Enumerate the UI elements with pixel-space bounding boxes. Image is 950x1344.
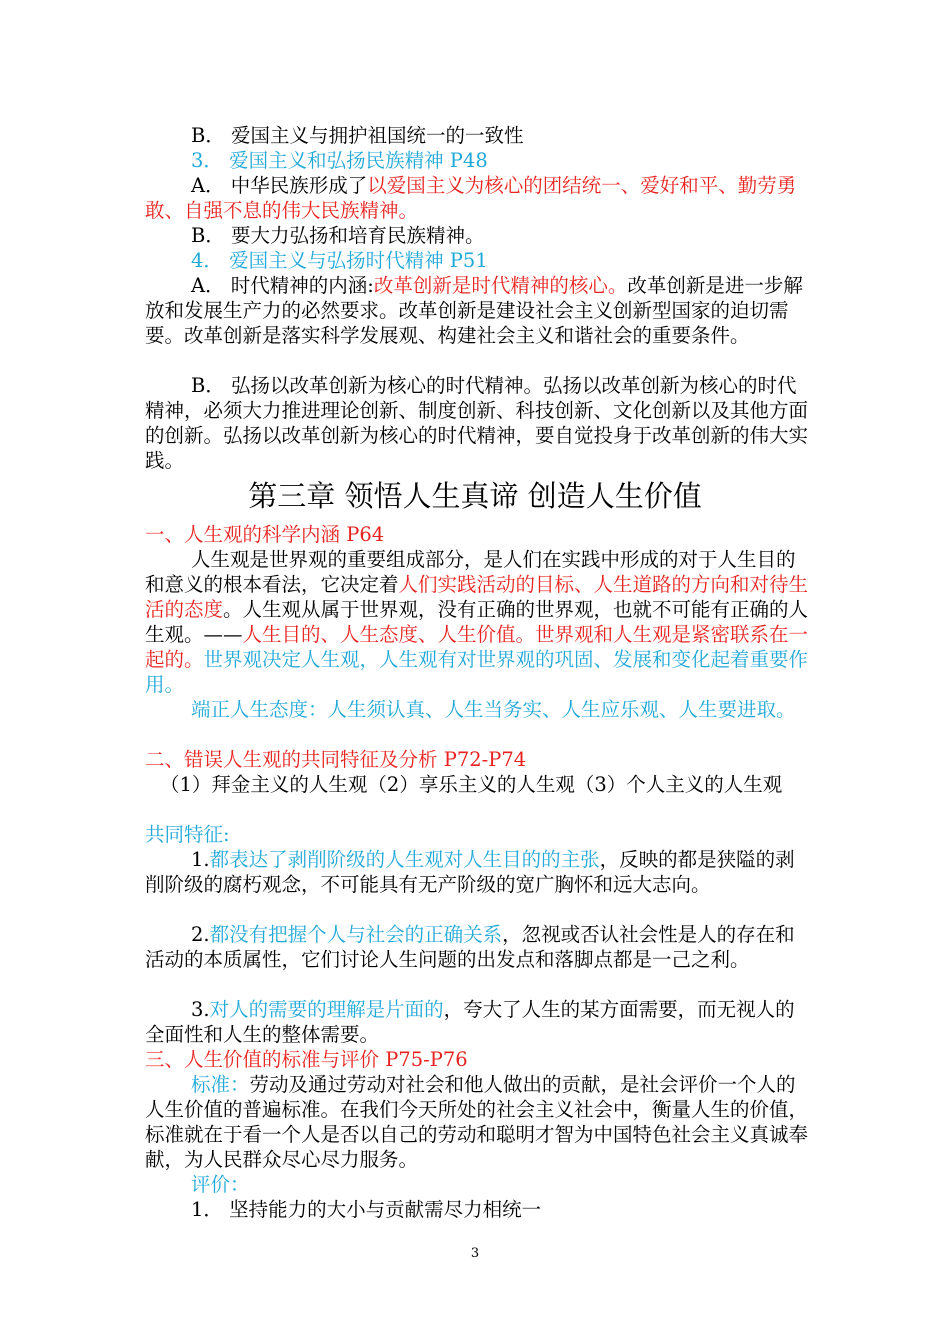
evaluation-label: 评价： [191, 1173, 250, 1196]
text-highlight-red: 以爱国主义为核心的团结统一、爱好和平、勤劳勇敢、自强不息的伟大民族精神。 [145, 174, 797, 222]
text-highlight-red: 人生目的、人生态度、人生价值。世界观和人生观是紧密联系在一起的。 [145, 623, 809, 671]
text-normal: 3. [191, 998, 210, 1021]
section-heading-1: 一、人生观的科学内涵 P64 [145, 523, 385, 546]
item-b-era-spirit: B． 弘扬以改革创新为核心的时代精神。弘扬以改革创新为核心的时代精神，必须大力推进理论创新、制度创新、科技创新、文化创新以及其他方面的创新。弘扬以改革创新为核心的时代精神，要自觉投身于改革创新的伟大实践。 [145, 374, 809, 472]
page-number: 3 [470, 1246, 480, 1261]
text-normal: 1. [191, 848, 210, 871]
item-b-unity: B． 爱国主义与拥护祖国统一的一致性 [191, 124, 524, 147]
chapter-title: 第三章 领悟人生真谛 创造人生价值 [248, 479, 702, 513]
common-features-label: 共同特征: [145, 823, 230, 846]
text-normal: 。人生观从属于世界观，没有正确的世界观，也就不可能有正确的人生观。—— [145, 598, 809, 646]
evaluation-item-1: 1． 坚持能力的大小与贡献需尽力相统一 [191, 1198, 542, 1221]
text-normal: ，忽视或否认社会性是人的存在和活动的本质属性，它们讨论人生问题的出发点和落脚点都是一己之利。 [145, 923, 795, 971]
text-normal: A． 时代精神的内涵: [191, 274, 374, 297]
section-heading-2: 二、错误人生观的共同特征及分析 P72-P74 [145, 748, 527, 771]
paragraph-standard [145, 1072, 810, 1172]
text-highlight-cyan: 标准： [191, 1073, 250, 1096]
feature-1 [145, 847, 810, 897]
text-highlight-cyan: 对人的需要的理解是片面的 [209, 998, 444, 1021]
text-highlight-cyan: 都表达了剥削阶级的人生观对人生目的的主张 [209, 848, 600, 871]
text-normal: 人生观是世界观的重要组成部分，是人们在实践中形成的对于人生目的和意义的根本看法，它决定着 [145, 548, 796, 596]
paragraph-life-view [145, 547, 810, 697]
text-highlight-cyan: 都没有把握个人与社会的正确关系 [209, 923, 503, 946]
text-highlight-red: 改革创新是时代精神的核心。 [373, 274, 628, 297]
item-a-national-spirit [145, 173, 810, 223]
text-normal: ，夸大了人生的某方面需要，而无视人的全面性和人生的整体需要。 [145, 998, 795, 1046]
text-normal: ，反映的都是狭隘的剥削阶级的腐朽观念，不可能具有无产阶级的宽广胸怀和远大志向。 [145, 848, 795, 896]
item-a-era-spirit [145, 273, 810, 348]
section-heading-3: 三、人生价值的标准与评价 P75-P76 [145, 1048, 468, 1071]
text-highlight-red: 人们实践活动的目标、人生道路的方向和对待生活的态度 [145, 573, 809, 621]
text-normal: 2. [191, 923, 210, 946]
heading-4-era-spirit: 4． 爱国主义与弘扬时代精神 P51 [191, 249, 488, 272]
feature-2 [145, 922, 810, 972]
text-normal: 劳动及通过劳动对社会和他人做出的贡献，是社会评价一个人的人生价值的普遍标准。在我们今天所处的社会主义社会中，衡量人生的价值，标准就在于看一个人是否以自己的劳动和聪明才智为中国特色社会主义真诚奉献，为人民群众尽心尽力服务。 [145, 1073, 809, 1171]
paragraph-attitude: 端正人生态度：人生须认真、人生当务实、人生应乐观、人生要进取。 [191, 698, 796, 721]
paragraph-wrong-views: （1）拜金主义的人生观（2）享乐主义的人生观（3）个人主义的人生观 [160, 773, 783, 796]
feature-3 [145, 997, 810, 1047]
text-highlight-cyan: 世界观决定人生观，人生观有对世界观的巩固、发展和变化起着重要作用。 [145, 648, 809, 696]
text-normal: 改革创新是进一步解放和发展生产力的必然要求。改革创新是建设社会主义创新型国家的迫切需要。改革创新是落实科学发展观、构建社会主义和谐社会的重要条件。 [145, 274, 803, 347]
item-b-promote: B． 要大力弘扬和培育民族精神。 [191, 224, 485, 247]
text-normal: A． 中华民族形成了 [191, 174, 368, 197]
heading-3-national-spirit: 3． 爱国主义和弘扬民族精神 P48 [191, 149, 488, 172]
